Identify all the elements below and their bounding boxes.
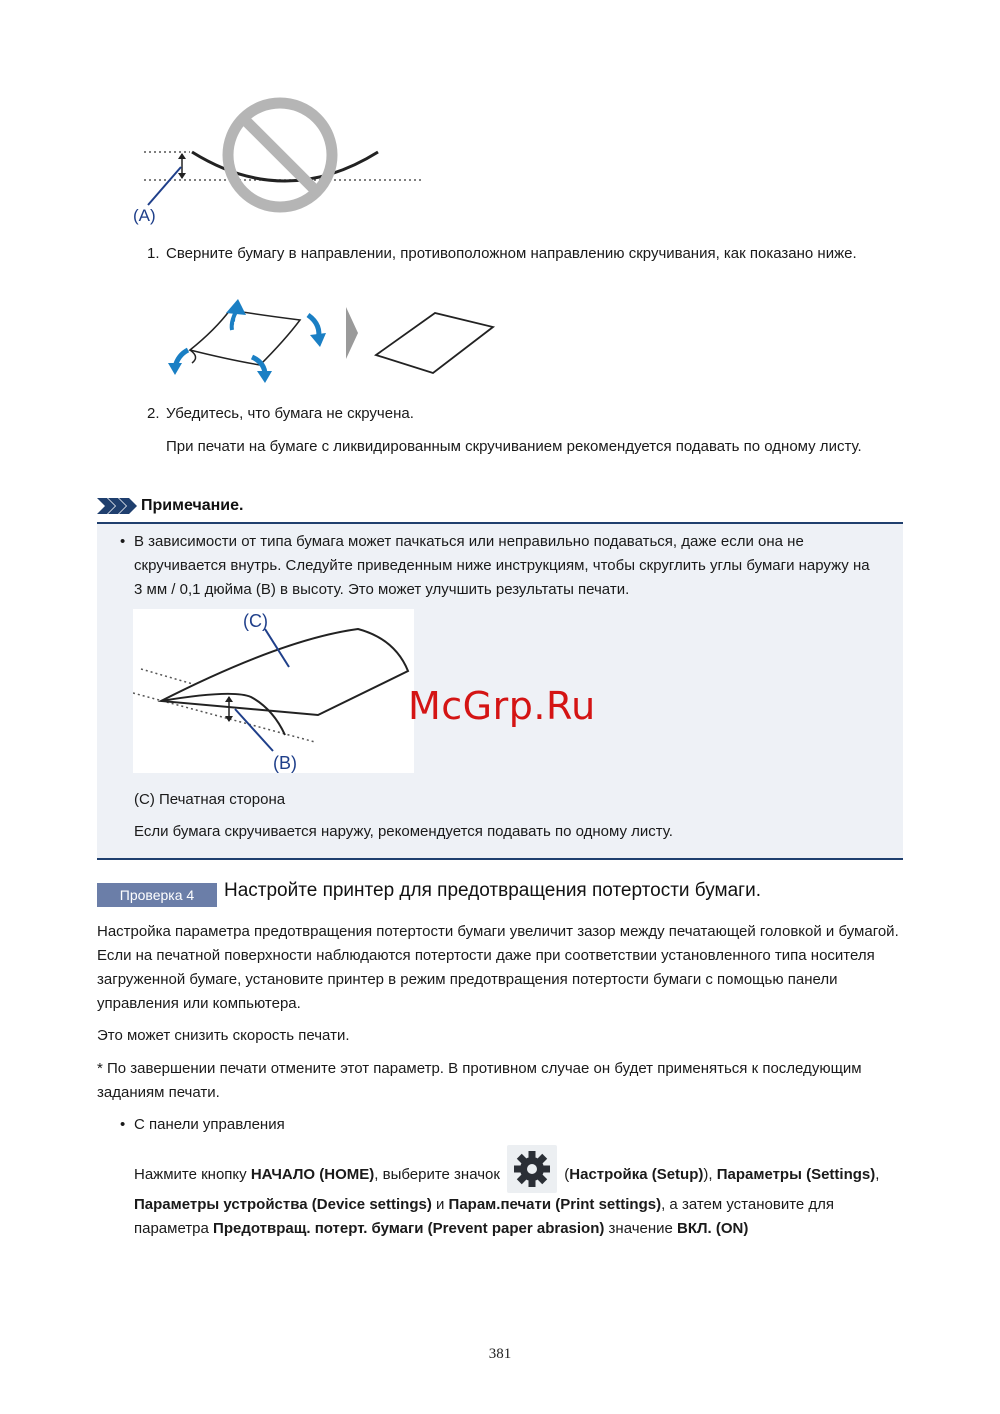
- note-bullet: •: [120, 533, 126, 550]
- list-item-control-panel: С панели управления: [134, 1116, 285, 1133]
- home-button-name: НАЧАЛО (HOME): [250, 1166, 375, 1183]
- body-paragraph-1: Настройка параметра предотвращения потертости бумаги увеличит зазор между печатающей головкой и бумагой. Если на печатной поверхности наблюдаются потертости даже при соответствии установленного типа носителя загруженной бумаге, установите принтер в режим предотвращения потертости бумаги с помощью панели управления или компьютера.: [97, 923, 899, 1012]
- note-footer: Если бумага скручивается наружу, рекомендуется подавать по одному листу.: [134, 823, 673, 840]
- list-bullet: •: [120, 1116, 126, 1133]
- gear-icon: [507, 1145, 557, 1193]
- note-header: [97, 496, 903, 524]
- label-c: (C): [243, 611, 268, 631]
- label-a: (A): [133, 206, 156, 225]
- decurl-figure: [160, 295, 500, 385]
- check-title: Настройте принтер для предотвращения потертости бумаги.: [224, 880, 762, 901]
- step-2-text: Убедитесь, что бумага не скручена.: [166, 405, 414, 422]
- outward-curl-figure: [133, 609, 414, 773]
- page-number: 381: [488, 1346, 512, 1362]
- step-1-text: Сверните бумагу в направлении, противоположном направлению скручивания, как показано ниже.: [166, 245, 857, 262]
- body-paragraph-2: Это может снизить скорость печати.: [97, 1027, 350, 1044]
- step-2-number: 2.: [147, 405, 160, 422]
- note-title: Примечание.: [141, 497, 244, 514]
- step-2-subtext: При печати на бумаге с ликвидированным скручиванием рекомендуется подавать по одному листу.: [166, 438, 862, 455]
- instruction-paragraph: Нажмите кнопку НАЧАЛО (HOME), выберите значок (Настройка (Setup)), Параметры (Settings), Параметры устройства (Device settings) и Парам.печати (Print settings), а затем установите для параметра Предотвращ. потерт. бумаги (Prevent paper abrasion) значение ВКЛ. (ON): [134, 1145, 894, 1241]
- label-b: (B): [273, 753, 297, 773]
- note-caption: (C) Печатная сторона: [134, 791, 286, 808]
- watermark: McGrp.Ru: [408, 684, 596, 728]
- note-text: В зависимости от типа бумага может пачкаться или неправильно подаваться, даже если она не скручивается внутрь. Следуйте приведенным ниже инструкциям, чтобы скруглить углы бумаги наружу на 3 мм / 0,1 дюйма (B) в высоту. Это может улучшить результаты печати.: [134, 533, 870, 598]
- check-badge: Проверка 4: [97, 883, 217, 907]
- double-arrow-icon: [97, 498, 137, 514]
- curl-prohibited-figure: [130, 95, 430, 230]
- step-1-number: 1.: [147, 245, 160, 262]
- body-paragraph-3: * По завершении печати отмените этот параметр. В противном случае он будет применяться к последующим заданиям печати.: [97, 1060, 862, 1101]
